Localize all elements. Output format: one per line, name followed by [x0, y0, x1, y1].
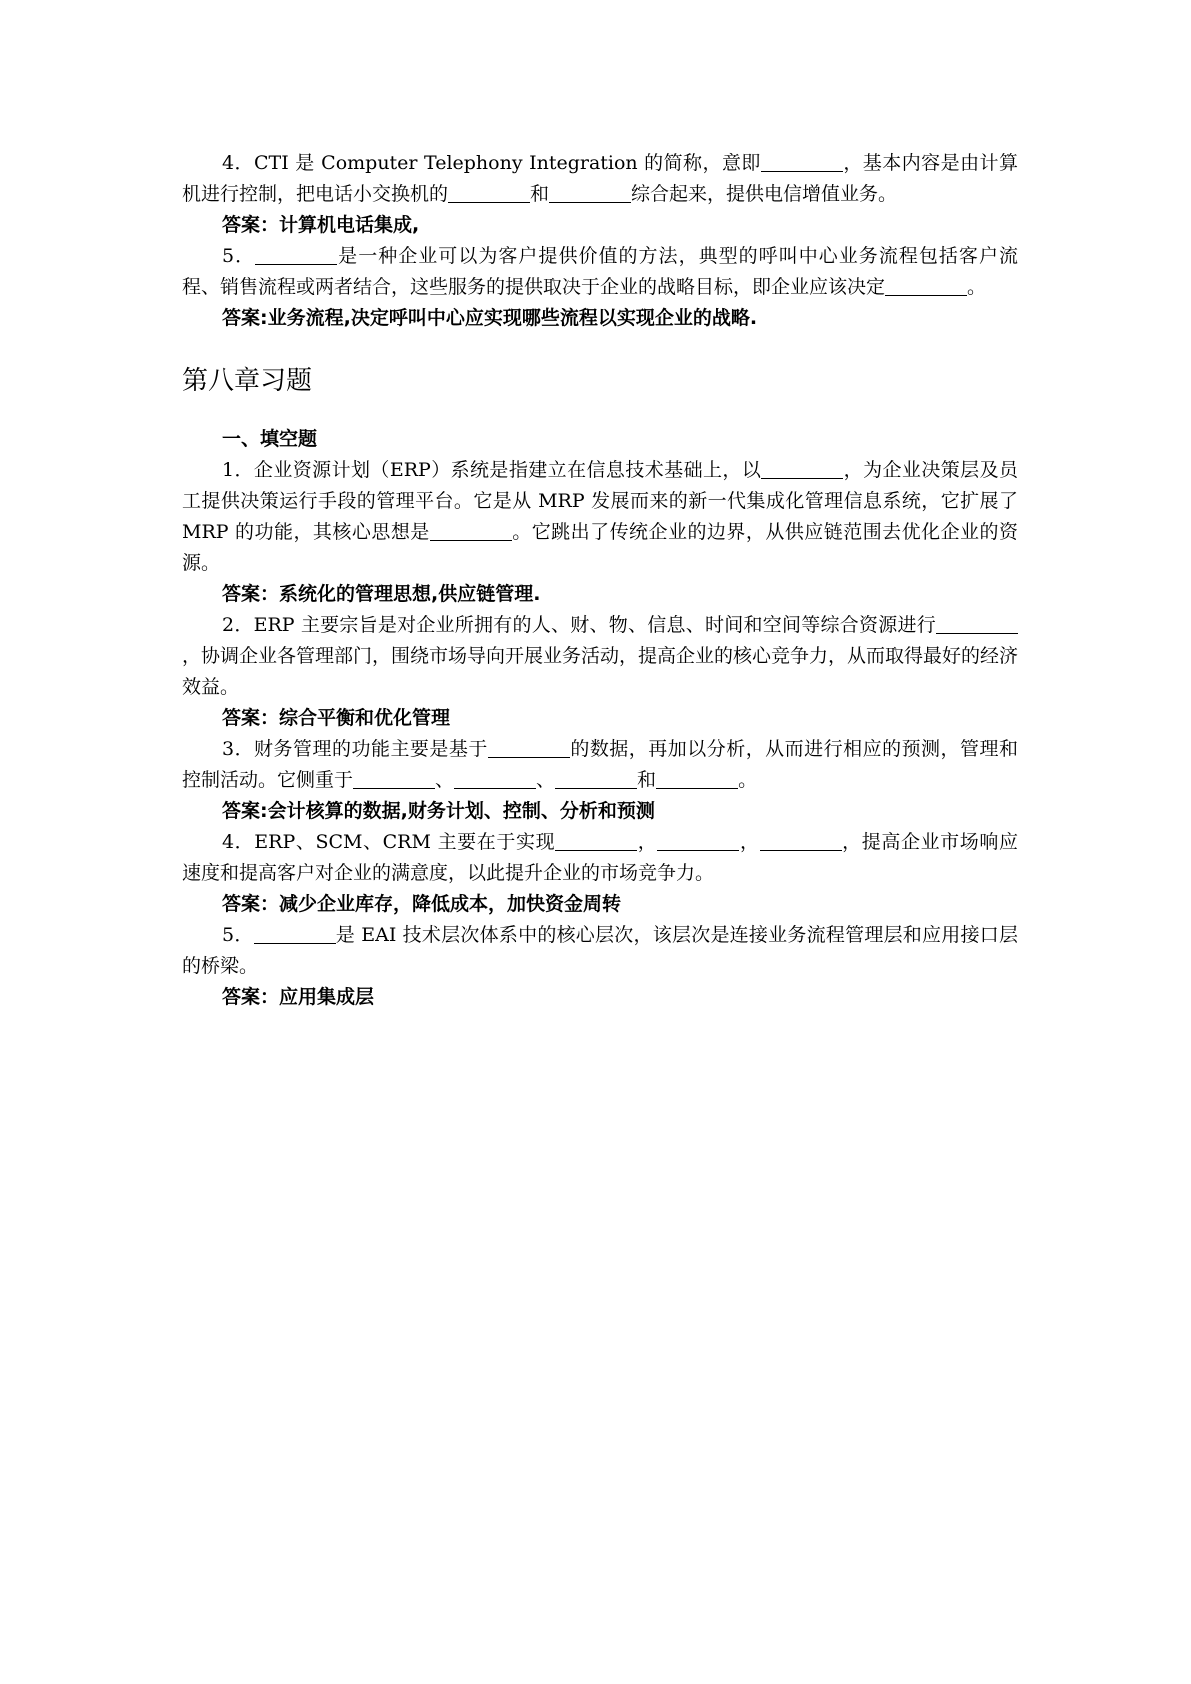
- answer-blank: [936, 614, 1018, 634]
- answer-prev-5: 答案:业务流程,决定呼叫中心应实现哪些流程以实现企业的战略.: [222, 307, 758, 329]
- answer-blank: [555, 769, 637, 789]
- document-page: [182, 148, 1018, 1013]
- answer-blank: [448, 183, 530, 203]
- answer-prev-4: 答案：计算机电话集成,: [222, 214, 420, 236]
- answer-blank: [760, 831, 842, 851]
- answer-blank: [549, 183, 631, 203]
- answer-blank: [657, 831, 739, 851]
- answer-blank: [656, 769, 738, 789]
- answer-blank: [761, 459, 843, 479]
- question-prev-4: 4．CTI 是 Computer Telephony Integration 的简称，意即 ，基本内容是由计算机进行控制，把电话小交换机的 和 综合起来，提供电信增值业务。: [182, 152, 1018, 205]
- answer-blank: [255, 245, 337, 265]
- question-4: 4．ERP、SCM、CRM 主要在于实现 ， ， ，提高企业市场响应速度和提高客户对企业的满意度，以此提升企业的市场竞争力。: [182, 831, 1018, 884]
- answer-blank: [555, 831, 637, 851]
- answer-blank: [353, 769, 435, 789]
- answer-5: 答案：应用集成层: [222, 986, 375, 1008]
- answer-blank: [885, 276, 967, 296]
- chapter-title: 第八章习题: [182, 366, 313, 396]
- answer-blank: [430, 521, 512, 541]
- answer-4: 答案：减少企业库存，降低成本，加快资金周转: [222, 893, 622, 915]
- question-5: 5． 是 EAI 技术层次体系中的核心层次，该层次是连接业务流程管理层和应用接口层的桥梁。: [182, 924, 1018, 977]
- answer-blank: [454, 769, 536, 789]
- section-title: 一、填空题: [222, 428, 318, 450]
- answer-blank: [254, 924, 336, 944]
- question-2: 2．ERP 主要宗旨是对企业所拥有的人、财、物、信息、时间和空间等综合资源进行，协调企业各管理部门，围绕市场导向开展业务活动，提高企业的核心竞争力，从而取得最好的经济效益。: [182, 614, 1019, 698]
- answer-2: 答案：综合平衡和优化管理: [222, 707, 451, 729]
- answer-1: 答案：系统化的管理思想,供应链管理.: [222, 583, 541, 605]
- question-prev-5: 5． 是一种企业可以为客户提供价值的方法，典型的呼叫中心业务流程包括客户流程、销售流程或两者结合，这些服务的提供取决于企业的战略目标，即企业应该决定 。: [182, 245, 1018, 298]
- answer-blank: [761, 152, 843, 172]
- answer-3: 答案:会计核算的数据,财务计划、控制、分析和预测: [222, 800, 655, 822]
- answer-blank: [488, 738, 570, 758]
- question-3: 3．财务管理的功能主要是基于 的数据，再加以分析，从而进行相应的预测，管理和控制活动。它侧重于 、 、 和 。: [182, 738, 1018, 791]
- question-1: 1．企业资源计划（ERP）系统是指建立在信息技术基础上，以 ，为企业决策层及员工提供决策运行手段的管理平台。它是从 MRP 发展而来的新一代集成化管理信息系统，它扩展了 MRP 的功能，其核心思想是 。它跳出了传统企业的边界，从供应链范围去优化企业的资源。: [182, 459, 1018, 574]
